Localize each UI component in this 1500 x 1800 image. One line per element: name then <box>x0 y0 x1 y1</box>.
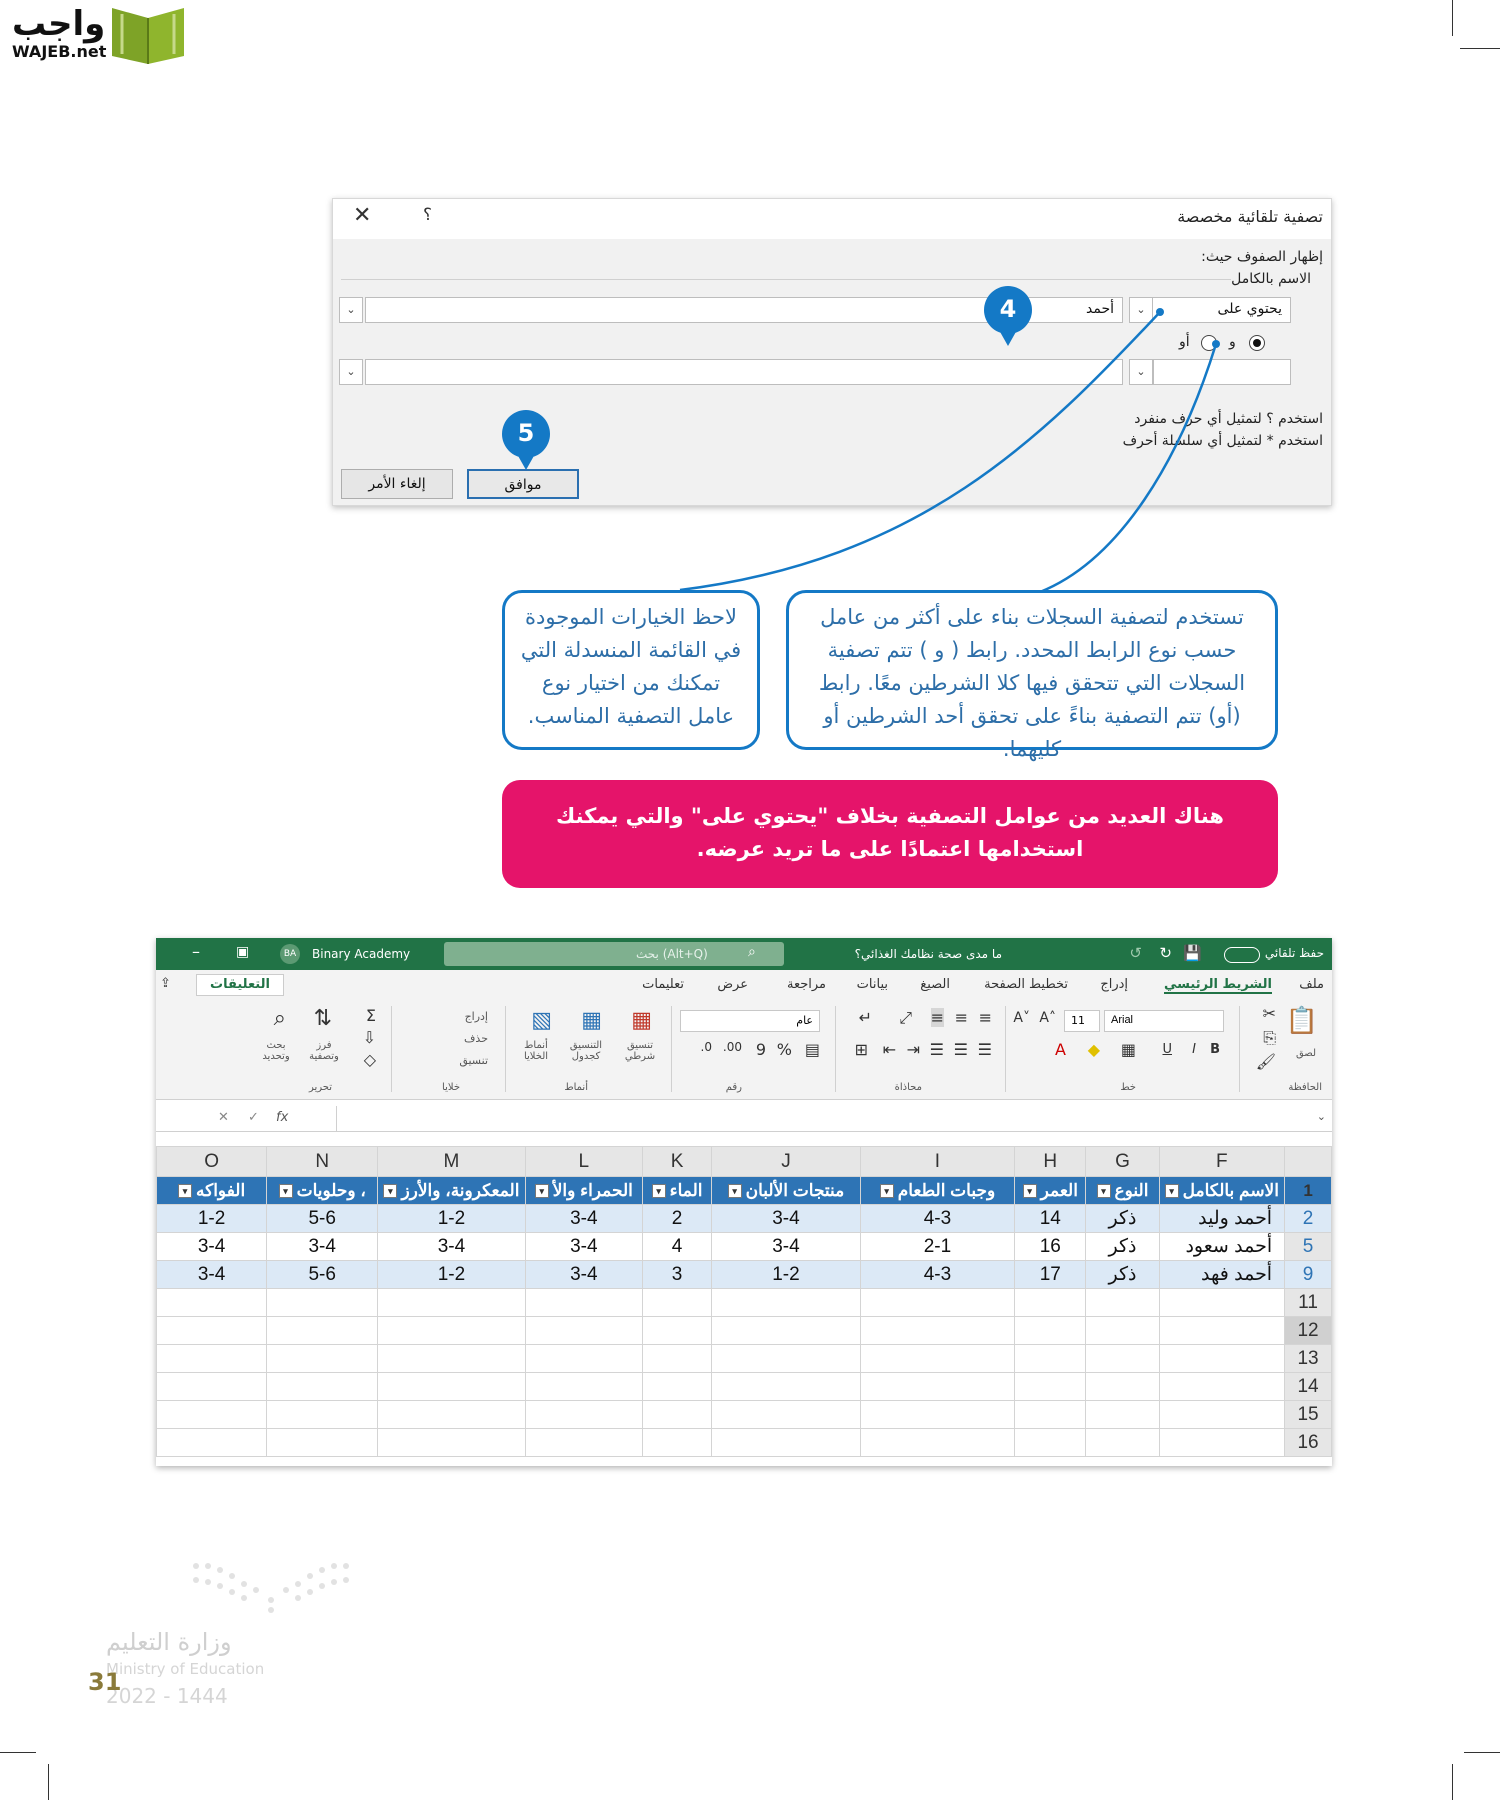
chevron-down-icon[interactable]: ⌄ <box>1129 297 1153 323</box>
column-header[interactable]: K <box>642 1147 711 1177</box>
formula-input[interactable] <box>336 1106 1316 1131</box>
table-cell[interactable]: 1-2 <box>378 1261 526 1289</box>
table-row <box>157 1289 1332 1317</box>
table-cell[interactable]: أحمد وليد <box>1159 1205 1285 1233</box>
ribbon-tabs <box>156 970 1332 1000</box>
italic-icon[interactable]: I <box>1192 1042 1196 1057</box>
orientation-icon[interactable]: ⤢ <box>899 1008 912 1027</box>
search-box[interactable] <box>444 942 784 966</box>
table-cell[interactable]: 3-4 <box>267 1233 378 1261</box>
editing-group-label: تحرير <box>308 1082 332 1093</box>
number-format-select[interactable]: عام <box>680 1010 820 1032</box>
avatar[interactable]: BA <box>280 944 300 964</box>
row-number[interactable]: 9 <box>1285 1261 1332 1289</box>
table-header-cell <box>525 1177 642 1205</box>
table-cell[interactable]: 3-4 <box>525 1233 642 1261</box>
font-size-select[interactable]: 11 <box>1064 1010 1100 1032</box>
table-cell[interactable]: 3-4 <box>525 1261 642 1289</box>
table-row <box>157 1233 1332 1261</box>
info-box-and-or: تستخدم لتصفية السجلات بناء على أكثر من عامل حسب نوع الرابط المحدد. رابط ( و ) تتم تصفية السجلات التي تتحقق فيها كلا الشرطين معًا. رابط (أو) تتم التصفية بناءً على تحقق أحد الشرطين أو كليهما. <box>786 590 1278 750</box>
empty-cell[interactable] <box>267 1429 378 1457</box>
table-header-cell <box>157 1177 267 1205</box>
delete-cells-button[interactable]: حذف <box>464 1032 488 1045</box>
select-all-corner[interactable] <box>1285 1147 1332 1177</box>
filter-dropdown-icon[interactable]: ▾ <box>652 1184 666 1198</box>
align-right-icon[interactable]: ☰ <box>977 1040 992 1059</box>
table-row <box>157 1317 1332 1345</box>
empty-cell[interactable] <box>267 1289 378 1317</box>
table-row <box>157 1205 1332 1233</box>
ministry-logo-icon <box>186 1556 356 1618</box>
column-header[interactable]: I <box>860 1147 1014 1177</box>
table-cell[interactable]: ذكر <box>1086 1261 1159 1289</box>
table-cell[interactable]: 3-4 <box>712 1205 861 1233</box>
worksheet-grid <box>156 1146 1332 1457</box>
tab-page-layout[interactable]: تخطيط الصفحة <box>984 977 1068 992</box>
dialog-title: تصفية تلقائية مخصصة <box>1177 207 1323 226</box>
filter-dropdown-icon[interactable]: ▾ <box>383 1184 397 1198</box>
autosave-label: حفظ تلقائي <box>1264 946 1324 960</box>
empty-cell[interactable] <box>860 1317 1014 1345</box>
ribbon <box>156 1000 1332 1100</box>
table-cell[interactable]: 3-4 <box>157 1261 267 1289</box>
empty-cell[interactable] <box>378 1401 526 1429</box>
empty-cell[interactable] <box>642 1373 711 1401</box>
row-number[interactable]: 15 <box>1285 1401 1332 1429</box>
empty-cell[interactable] <box>267 1317 378 1345</box>
table-header-cell <box>712 1177 861 1205</box>
align-top-icon[interactable]: ≡ <box>978 1008 992 1027</box>
empty-cell[interactable] <box>1015 1345 1086 1373</box>
empty-cell[interactable] <box>860 1429 1014 1457</box>
empty-cell[interactable] <box>1086 1401 1159 1429</box>
user-name: Binary Academy <box>312 947 411 961</box>
empty-cell[interactable] <box>1159 1429 1285 1457</box>
empty-cell[interactable] <box>1086 1429 1159 1457</box>
empty-cell[interactable] <box>1159 1373 1285 1401</box>
chevron-down-icon[interactable]: ⌄ <box>339 297 363 323</box>
empty-cell[interactable] <box>267 1373 378 1401</box>
align-left-icon[interactable]: ☰ <box>929 1040 944 1059</box>
logo-latin: WAJEB.net <box>12 42 107 61</box>
ministry-name-english: Ministry of Education <box>106 1660 265 1678</box>
chevron-down-icon[interactable]: ⌄ <box>1316 1110 1326 1123</box>
outdent-icon[interactable]: ⇤ <box>882 1040 896 1059</box>
cancel-entry-icon[interactable]: ✕ <box>218 1110 229 1125</box>
empty-cell[interactable] <box>860 1373 1014 1401</box>
table-cell[interactable]: 14 <box>1015 1205 1086 1233</box>
font-name-select[interactable]: Arial <box>1104 1010 1224 1032</box>
empty-cell[interactable] <box>860 1289 1014 1317</box>
empty-cell[interactable] <box>1015 1289 1086 1317</box>
align-bottom-icon[interactable]: ≡ <box>930 1008 944 1027</box>
empty-cell[interactable] <box>1015 1401 1086 1429</box>
empty-cell[interactable] <box>712 1429 861 1457</box>
filter-dropdown-icon[interactable]: ▾ <box>880 1184 894 1198</box>
value1-input[interactable]: أحمد <box>365 297 1123 323</box>
group-divider <box>505 1006 506 1092</box>
table-cell[interactable]: 4 <box>642 1233 711 1261</box>
empty-cell[interactable] <box>712 1289 861 1317</box>
increase-font-icon[interactable]: A˄ <box>1039 1010 1056 1026</box>
page-number: 31 <box>88 1668 122 1696</box>
empty-cell[interactable] <box>642 1289 711 1317</box>
table-row <box>157 1345 1332 1373</box>
header-label: ، وحلويات <box>296 1180 366 1200</box>
autosum-icon[interactable]: Σ <box>365 1006 376 1025</box>
empty-cell[interactable] <box>1159 1289 1285 1317</box>
decrease-font-icon[interactable]: A˅ <box>1013 1010 1030 1026</box>
chevron-down-icon[interactable]: ⌄ <box>339 359 363 385</box>
table-cell[interactable]: 3-4 <box>157 1233 267 1261</box>
undo-icon[interactable]: ↺ <box>1129 944 1142 962</box>
divider <box>341 279 1231 280</box>
logo-arabic: واجب <box>12 4 106 44</box>
empty-cell[interactable] <box>1015 1317 1086 1345</box>
tab-home[interactable]: الشريط الرئيسي <box>1164 977 1272 992</box>
table-header-cell <box>1159 1177 1285 1205</box>
insert-cells-button[interactable]: إدراج <box>464 1010 488 1023</box>
and-radio[interactable] <box>1249 335 1265 351</box>
chevron-down-icon[interactable]: ⌄ <box>1129 359 1153 385</box>
row-number[interactable]: 12 <box>1285 1317 1332 1345</box>
underline-icon[interactable]: U <box>1162 1042 1172 1057</box>
find-select-icon[interactable]: ⌕ <box>273 1006 286 1031</box>
tab-help[interactable]: تعليمات <box>642 977 684 992</box>
percent-icon[interactable]: % <box>776 1040 792 1059</box>
indent-icon[interactable]: ⇥ <box>906 1040 920 1059</box>
ribbon-display-icon[interactable]: ▣ <box>236 944 250 960</box>
comma-style-icon[interactable]: 9 <box>755 1040 766 1059</box>
empty-cell[interactable] <box>1086 1345 1159 1373</box>
row-number[interactable]: 1 <box>1285 1177 1332 1205</box>
table-header-cell <box>860 1177 1014 1205</box>
bold-icon[interactable]: B <box>1210 1042 1220 1057</box>
filter-dropdown-icon[interactable]: ▾ <box>279 1184 293 1198</box>
share-icon[interactable]: ⇪ <box>160 976 171 991</box>
cell-styles-icon[interactable]: ▧ <box>531 1008 552 1033</box>
edition-year: 2022 - 1444 <box>106 1684 228 1708</box>
operator2-select[interactable] <box>1153 359 1291 385</box>
ok-button[interactable]: موافق <box>467 469 579 499</box>
table-cell[interactable]: 17 <box>1015 1261 1086 1289</box>
font-group-label: خط <box>1120 1082 1136 1093</box>
save-icon[interactable]: 💾 <box>1183 944 1202 962</box>
comments-button[interactable]: التعليقات <box>196 974 284 996</box>
filter-dropdown-icon[interactable]: ▾ <box>1023 1184 1037 1198</box>
close-icon[interactable]: ✕ <box>353 203 372 228</box>
table-cell[interactable]: 3 <box>642 1261 711 1289</box>
align-middle-icon[interactable]: ≡ <box>954 1008 968 1027</box>
field-name-label: الاسم بالكامل <box>1231 271 1311 287</box>
row-number[interactable]: 11 <box>1285 1289 1332 1317</box>
borders-icon[interactable]: ▦ <box>1120 1040 1136 1059</box>
table-cell[interactable]: 3-4 <box>525 1205 642 1233</box>
callout-badge-5: 5 <box>502 410 550 458</box>
book-logo-icon <box>108 4 188 64</box>
conditional-formatting-label: تنسيق شرطي <box>624 1040 656 1062</box>
table-header-row <box>157 1177 1332 1205</box>
info-box-dropdown: لاحظ الخيارات الموجودة في القائمة المنسدلة التي تمكنك من اختيار نوع عامل التصفية المناسب. <box>502 590 760 750</box>
row-number[interactable]: 13 <box>1285 1345 1332 1373</box>
empty-cell[interactable] <box>525 1345 642 1373</box>
table-header-cell <box>1015 1177 1086 1205</box>
alignment-group-label: محاذاة <box>894 1082 922 1093</box>
table-cell[interactable]: 3-4 <box>712 1233 861 1261</box>
empty-cell[interactable] <box>860 1401 1014 1429</box>
empty-cell[interactable] <box>1015 1373 1086 1401</box>
empty-cell[interactable] <box>1159 1345 1285 1373</box>
table-cell[interactable]: ذكر <box>1086 1233 1159 1261</box>
function-icon[interactable]: fx <box>276 1110 289 1125</box>
filter-dropdown-icon[interactable]: ▾ <box>178 1184 192 1198</box>
value2-input[interactable] <box>365 359 1123 385</box>
table-cell[interactable]: 4-3 <box>860 1205 1014 1233</box>
column-header[interactable]: M <box>378 1147 526 1177</box>
group-divider <box>1005 1006 1006 1092</box>
empty-cell[interactable] <box>378 1317 526 1345</box>
empty-cell[interactable] <box>642 1345 711 1373</box>
align-center-icon[interactable]: ☰ <box>953 1040 968 1059</box>
find-select-label: بحث وتحديد <box>262 1040 290 1062</box>
format-as-table-icon[interactable]: ▦ <box>581 1008 602 1033</box>
table-cell[interactable]: 5-6 <box>267 1261 378 1289</box>
empty-cell[interactable] <box>525 1373 642 1401</box>
styles-group-label: أنماط <box>564 1082 588 1093</box>
table-header-cell <box>378 1177 526 1205</box>
table-cell[interactable]: 1-2 <box>157 1205 267 1233</box>
table-cell[interactable]: 2 <box>642 1205 711 1233</box>
filter-dropdown-icon[interactable]: ▾ <box>535 1184 549 1198</box>
or-radio[interactable] <box>1201 335 1217 351</box>
excel-window <box>156 938 1332 1466</box>
clear-icon[interactable]: ◇ <box>363 1050 376 1069</box>
search-icon: ⌕ <box>748 944 756 960</box>
cells-group-label: خلايا <box>442 1082 460 1093</box>
header-label: الاسم بالكامل <box>1182 1180 1279 1200</box>
filter-dropdown-icon[interactable]: ▾ <box>728 1184 742 1198</box>
table-cell[interactable]: 3-4 <box>378 1233 526 1261</box>
excel-titlebar <box>156 938 1332 970</box>
sort-filter-icon[interactable]: ⇅ <box>313 1006 332 1031</box>
empty-cell[interactable] <box>1086 1317 1159 1345</box>
empty-cell[interactable] <box>157 1289 267 1317</box>
and-label: و <box>1229 334 1236 350</box>
help-icon[interactable]: ؟ <box>423 205 433 225</box>
group-divider <box>671 1006 672 1092</box>
search-placeholder: بحث (Alt+Q) <box>636 947 708 961</box>
custom-autofilter-dialog <box>332 198 1332 506</box>
paste-label: لصق <box>1295 1048 1316 1059</box>
header-label: الماء <box>669 1180 703 1200</box>
empty-cell[interactable] <box>157 1429 267 1457</box>
font-color-icon[interactable]: A <box>1055 1040 1066 1059</box>
header-label: منتجات الألبان <box>745 1180 845 1200</box>
table-cell[interactable]: 16 <box>1015 1233 1086 1261</box>
empty-cell[interactable] <box>1015 1429 1086 1457</box>
empty-cell[interactable] <box>712 1373 861 1401</box>
decrease-decimal-icon[interactable]: .0 <box>700 1040 712 1054</box>
wrap-text-icon[interactable]: ↵ <box>858 1008 872 1027</box>
tab-data[interactable]: بيانات <box>856 977 888 992</box>
tab-file[interactable]: ملف <box>1299 977 1324 992</box>
tab-review[interactable]: مراجعة <box>786 977 826 992</box>
table-header-cell <box>1086 1177 1159 1205</box>
formula-bar <box>156 1106 1332 1132</box>
empty-cell[interactable] <box>378 1345 526 1373</box>
empty-cell[interactable] <box>525 1401 642 1429</box>
sort-filter-label: فرز وتصفية <box>309 1040 339 1062</box>
filter-dropdown-icon[interactable]: ▾ <box>1165 1184 1179 1198</box>
fill-color-icon[interactable]: ◆ <box>1087 1040 1100 1059</box>
row-number[interactable]: 5 <box>1285 1233 1332 1261</box>
table-row <box>157 1401 1332 1429</box>
column-header[interactable]: J <box>712 1147 861 1177</box>
empty-cell[interactable] <box>642 1429 711 1457</box>
header-label: الحمراء والأ <box>552 1180 633 1200</box>
group-divider <box>835 1006 836 1092</box>
redo-icon[interactable]: ↻ <box>1159 944 1172 962</box>
operator1-select[interactable]: يحتوي على <box>1133 297 1291 323</box>
table-cell[interactable]: ذكر <box>1086 1205 1159 1233</box>
tab-view[interactable]: عرض <box>717 977 748 992</box>
hint-char-string: استخدم * لتمثيل أي سلسلة أحرف <box>1122 433 1323 449</box>
hint-single-char: استخدم ؟ لتمثيل أي حرف منفرد <box>1134 411 1323 427</box>
fill-icon[interactable]: ⇩ <box>362 1028 376 1047</box>
empty-cell[interactable] <box>157 1345 267 1373</box>
table-cell[interactable]: 4-3 <box>860 1261 1014 1289</box>
empty-cell[interactable] <box>378 1289 526 1317</box>
accounting-format-icon[interactable]: ▤ <box>804 1040 820 1059</box>
merge-center-icon[interactable]: ⊞ <box>854 1040 868 1059</box>
empty-cell[interactable] <box>525 1317 642 1345</box>
empty-cell[interactable] <box>267 1345 378 1373</box>
table-row <box>157 1429 1332 1457</box>
column-header-row <box>157 1147 1332 1177</box>
header-label: النوع <box>1114 1180 1149 1200</box>
column-header[interactable]: O <box>157 1147 267 1177</box>
empty-cell[interactable] <box>1086 1373 1159 1401</box>
empty-cell[interactable] <box>378 1373 526 1401</box>
table-header-cell <box>642 1177 711 1205</box>
table-cell[interactable]: أحمد فهد <box>1159 1261 1285 1289</box>
row-number[interactable]: 16 <box>1285 1429 1332 1457</box>
group-divider <box>1239 1006 1240 1092</box>
highlight-note: هناك العديد من عوامل التصفية بخلاف "يحتوي على" والتي يمكنك استخدامها اعتمادًا على ما تريد عرضه. <box>502 780 1278 888</box>
show-rows-label: إظهار الصفوف حيث: <box>1201 249 1323 265</box>
empty-cell[interactable] <box>1086 1289 1159 1317</box>
empty-cell[interactable] <box>712 1401 861 1429</box>
header-label: العمر <box>1040 1180 1078 1200</box>
empty-cell[interactable] <box>157 1317 267 1345</box>
column-header[interactable]: F <box>1159 1147 1285 1177</box>
table-cell[interactable]: 2-1 <box>860 1233 1014 1261</box>
format-painter-icon[interactable]: 🖌 <box>1255 1052 1276 1071</box>
empty-cell[interactable] <box>525 1289 642 1317</box>
cut-icon[interactable]: ✂ <box>1262 1004 1276 1023</box>
empty-cell[interactable] <box>157 1401 267 1429</box>
empty-cell[interactable] <box>712 1345 861 1373</box>
header-label: المعكرونة، والأرز <box>401 1180 520 1200</box>
document-title: ما مدى صحة نظامك الغذائي؟ <box>854 947 1002 961</box>
empty-cell[interactable] <box>712 1317 861 1345</box>
empty-cell[interactable] <box>157 1373 267 1401</box>
empty-cell[interactable] <box>525 1429 642 1457</box>
paste-icon[interactable]: 📋 <box>1285 1006 1318 1036</box>
table-header-cell <box>267 1177 378 1205</box>
column-header[interactable]: G <box>1086 1147 1159 1177</box>
table-row <box>157 1261 1332 1289</box>
table-cell[interactable]: 1-2 <box>712 1261 861 1289</box>
callout-badge-4: 4 <box>984 286 1032 334</box>
number-group-label: رقم <box>725 1082 742 1093</box>
empty-cell[interactable] <box>860 1345 1014 1373</box>
row-number[interactable]: 2 <box>1285 1205 1332 1233</box>
column-header[interactable]: L <box>525 1147 642 1177</box>
header-label: الفواكه <box>195 1180 246 1200</box>
table-cell[interactable]: 1-2 <box>378 1205 526 1233</box>
tab-formulas[interactable]: الصيغ <box>920 977 950 992</box>
cancel-button[interactable]: إلغاء الأمر <box>341 469 453 499</box>
confirm-entry-icon[interactable]: ✓ <box>248 1110 259 1125</box>
group-divider <box>391 1006 392 1092</box>
ministry-name-arabic: وزارة التعليم <box>106 1628 232 1656</box>
column-header[interactable]: H <box>1015 1147 1086 1177</box>
tab-insert[interactable]: إدراج <box>1100 977 1128 992</box>
table-row <box>157 1373 1332 1401</box>
or-label: أو <box>1179 334 1190 350</box>
copy-icon[interactable]: ⎘ <box>1263 1028 1276 1047</box>
format-as-table-label: التنسيق كجدول <box>569 1040 603 1062</box>
table-cell[interactable]: 5-6 <box>267 1205 378 1233</box>
cell-styles-label: أنماط الخلايا <box>523 1040 549 1062</box>
empty-cell[interactable] <box>642 1401 711 1429</box>
increase-decimal-icon[interactable]: .00 <box>722 1040 742 1054</box>
autosave-toggle[interactable] <box>1224 947 1260 963</box>
empty-cell[interactable] <box>378 1429 526 1457</box>
empty-cell[interactable] <box>642 1317 711 1345</box>
table-cell[interactable]: أحمد سعود <box>1159 1233 1285 1261</box>
format-cells-button[interactable]: تنسيق <box>459 1054 488 1067</box>
column-header[interactable]: N <box>267 1147 378 1177</box>
header-label: وجبات الطعام <box>897 1180 996 1200</box>
empty-cell[interactable] <box>267 1401 378 1429</box>
row-number[interactable]: 14 <box>1285 1373 1332 1401</box>
clipboard-group-label: الحافظة <box>1288 1082 1322 1093</box>
conditional-formatting-icon[interactable]: ▦ <box>631 1008 652 1033</box>
minimize-icon[interactable]: – <box>192 942 200 961</box>
filter-dropdown-icon[interactable]: ▾ <box>1097 1184 1111 1198</box>
empty-cell[interactable] <box>1159 1317 1285 1345</box>
empty-cell[interactable] <box>1159 1401 1285 1429</box>
